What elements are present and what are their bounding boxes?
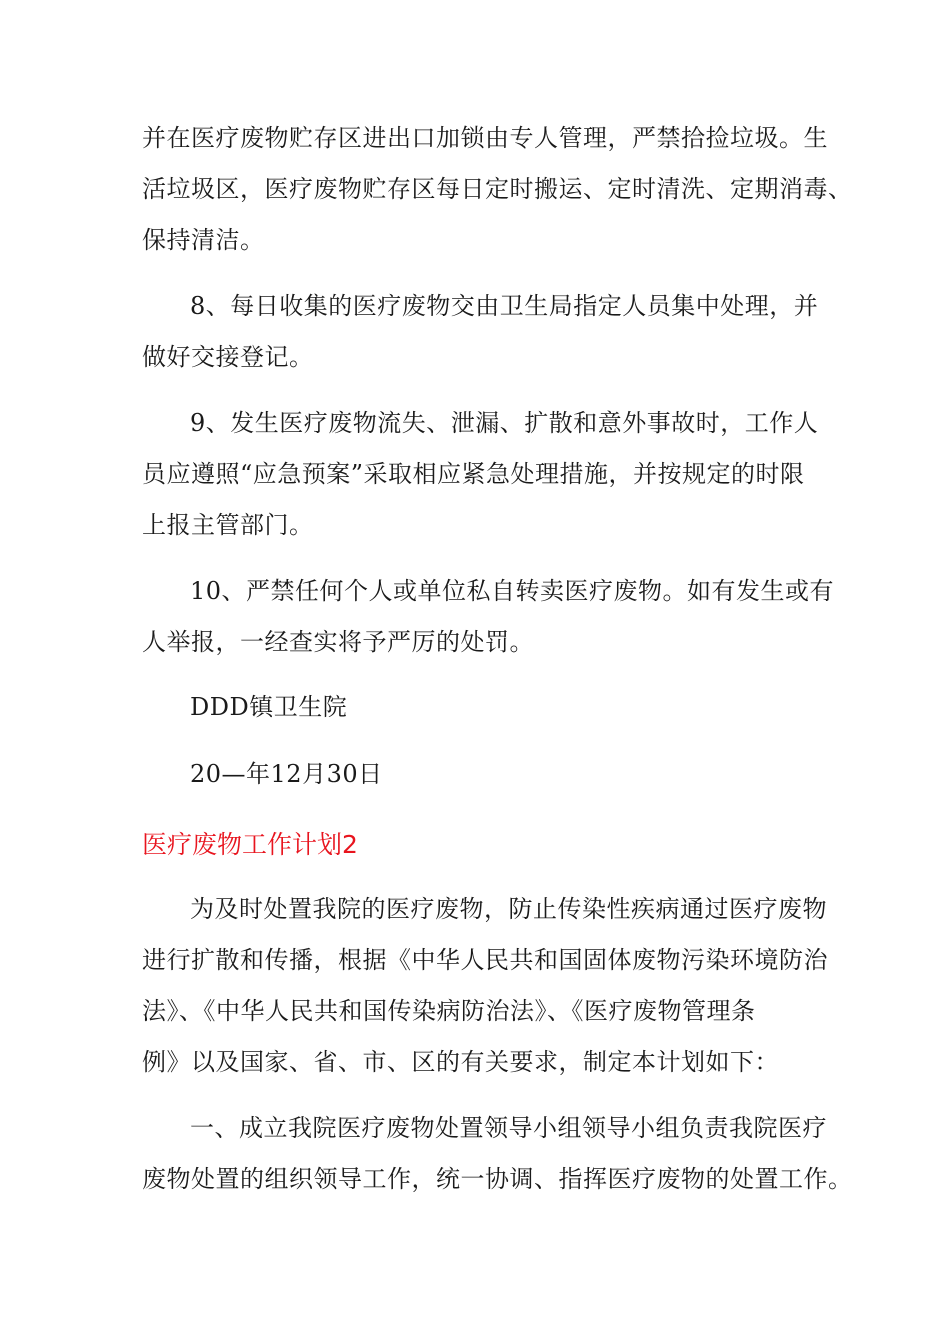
item-10-line: 10、严禁任何个人或单位私自转卖医疗废物。如有发生或有 <box>190 577 835 605</box>
paragraph-line: 保持清洁。 <box>142 226 265 254</box>
item-8-line: 做好交接登记。 <box>142 343 314 371</box>
point-1-line: 废物处置的组织领导工作，统一协调、指挥医疗废物的处置工作。 <box>142 1165 853 1193</box>
intro-line: 为及时处置我院的医疗废物，防止传染性疾病通过医疗废物 <box>190 895 827 923</box>
paragraph-line: 活垃圾区，医疗废物贮存区每日定时搬运、定时清洗、定期消毒、 <box>142 175 853 203</box>
item-9-line: 员应遵照“应急预案”采取相应紧急处理措施，并按规定的时限 <box>142 460 805 488</box>
item-10-line: 人举报，一经查实将予严厉的处罚。 <box>142 628 534 656</box>
section-title: 医疗废物工作计划2 <box>142 830 358 859</box>
point-1-line: 一、成立我院医疗废物处置领导小组领导小组负责我院医疗 <box>190 1114 827 1142</box>
intro-line: 进行扩散和传播，根据《中华人民共和国固体废物污染环境防治 <box>142 946 828 974</box>
item-8-line: 8、每日收集的医疗废物交由卫生局指定人员集中处理，并 <box>190 292 819 320</box>
signature-org: DDD镇卫生院 <box>190 693 348 721</box>
signature-date: 20—年12月30日 <box>190 760 383 788</box>
item-9-line: 9、发生医疗废物流失、泄漏、扩散和意外事故时，工作人 <box>190 409 819 437</box>
paragraph-line: 并在医疗废物贮存区进出口加锁由专人管理，严禁拾捡垃圾。生 <box>142 124 828 152</box>
intro-line: 例》以及国家、省、市、区的有关要求，制定本计划如下： <box>142 1048 779 1076</box>
item-9-line: 上报主管部门。 <box>142 511 314 539</box>
intro-line: 法》、《中华人民共和国传染病防治法》、《医疗废物管理条 <box>142 997 756 1025</box>
